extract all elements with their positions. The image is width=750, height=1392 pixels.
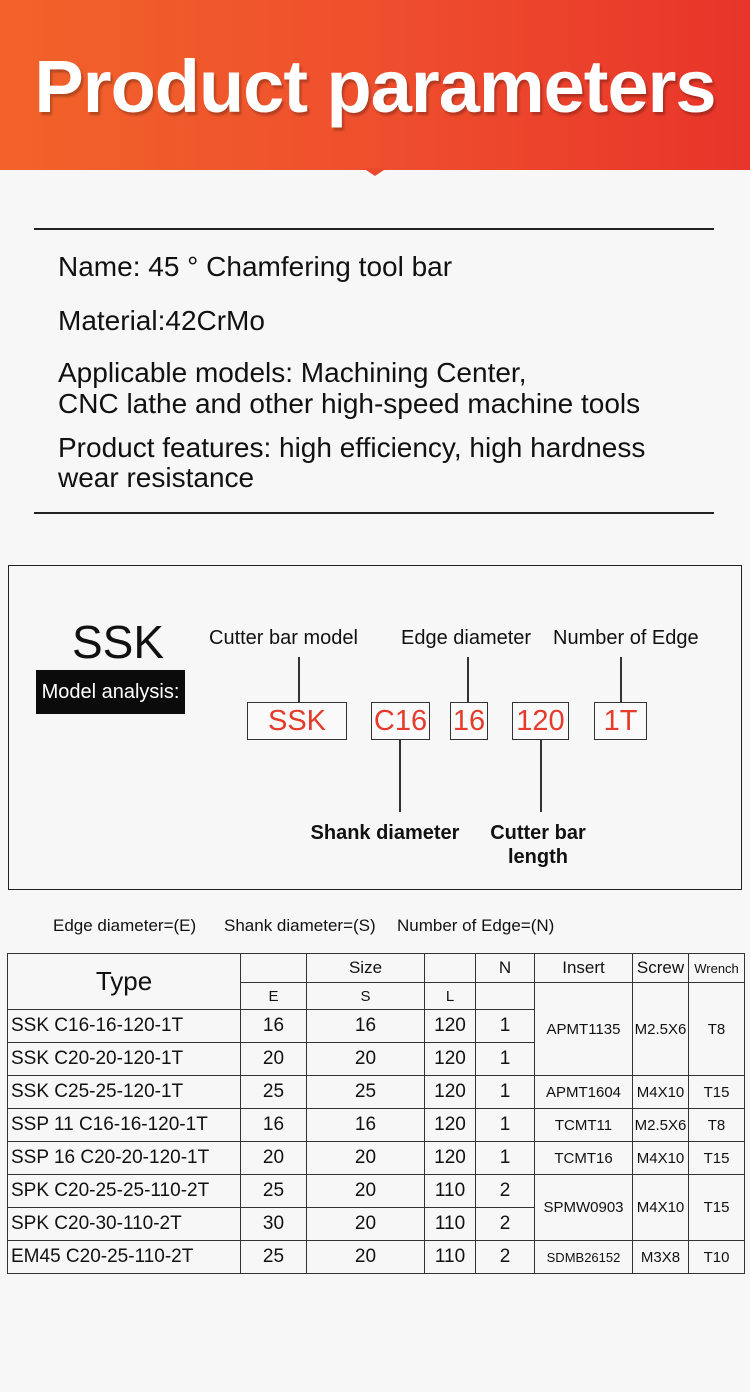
spec-models-line2: CNC lathe and other high-speed machine tools bbox=[58, 388, 641, 419]
cell-type: SSP 11 C16-16-120-1T bbox=[8, 1109, 241, 1142]
cell-e: 20 bbox=[241, 1142, 307, 1175]
header-l: L bbox=[425, 983, 476, 1010]
cell-type: SPK C20-25-25-110-2T bbox=[8, 1175, 241, 1208]
insert-cell: SPMW0903 bbox=[535, 1175, 633, 1241]
table-header-row bbox=[8, 954, 745, 983]
table-row bbox=[8, 1076, 745, 1109]
table-row bbox=[8, 1241, 745, 1274]
cell-l: 110 bbox=[425, 1175, 476, 1208]
wrench-cell: T15 bbox=[689, 1142, 745, 1175]
header-n: N bbox=[476, 954, 535, 983]
wrench-cell: T15 bbox=[689, 1175, 745, 1241]
label-cutter-bar-length-1: Cutter bar bbox=[490, 822, 586, 844]
screw-cell: M4X10 bbox=[633, 1175, 689, 1241]
cell-n: 1 bbox=[476, 1142, 535, 1175]
header-s: S bbox=[307, 983, 425, 1010]
divider-bottom bbox=[34, 512, 714, 514]
screw-cell: M4X10 bbox=[633, 1076, 689, 1109]
wrench-cell: T8 bbox=[689, 1109, 745, 1142]
cell-type: SSK C20-20-120-1T bbox=[8, 1043, 241, 1076]
page-title: Product parameters bbox=[34, 45, 716, 128]
cell-s: 20 bbox=[307, 1175, 425, 1208]
label-edge-diameter: Edge diameter bbox=[401, 627, 532, 649]
connector-shank-diameter bbox=[399, 740, 401, 812]
cell-s: 16 bbox=[307, 1109, 425, 1142]
wrench-cell: T8 bbox=[689, 983, 745, 1076]
cell-type: SSK C25-25-120-1T bbox=[8, 1076, 241, 1109]
cell-e: 20 bbox=[241, 1043, 307, 1076]
wrench-cell: T15 bbox=[689, 1076, 745, 1109]
code-part-edge: 16 bbox=[450, 702, 488, 740]
cell-e: 30 bbox=[241, 1208, 307, 1241]
cell-e: 25 bbox=[241, 1076, 307, 1109]
cell-e: 16 bbox=[241, 1109, 307, 1142]
cell-type: SSK C16-16-120-1T bbox=[8, 1010, 241, 1043]
header-wrench: Wrench bbox=[689, 954, 745, 983]
cell-s: 20 bbox=[307, 1043, 425, 1076]
cell-s: 20 bbox=[307, 1241, 425, 1274]
code-part-length: 120 bbox=[512, 702, 569, 740]
cell-n: 2 bbox=[476, 1175, 535, 1208]
header-size-empty-e bbox=[241, 954, 307, 983]
insert-cell: TCMT11 bbox=[535, 1109, 633, 1142]
cell-n: 1 bbox=[476, 1109, 535, 1142]
cell-n: 2 bbox=[476, 1241, 535, 1274]
connector-edge-diameter bbox=[467, 657, 469, 702]
label-cutter-bar-model: Cutter bar model bbox=[209, 627, 358, 649]
label-number-of-edge: Number of Edge bbox=[553, 627, 699, 649]
cell-l: 120 bbox=[425, 1109, 476, 1142]
header-size-empty-l bbox=[425, 954, 476, 983]
cell-l: 110 bbox=[425, 1208, 476, 1241]
spec-features-line1: Product features: high efficiency, high hardness bbox=[58, 432, 646, 463]
legend-edges: Number of Edge=(N) bbox=[397, 916, 555, 935]
screw-cell: M3X8 bbox=[633, 1241, 689, 1274]
cell-s: 25 bbox=[307, 1076, 425, 1109]
table-row bbox=[8, 1109, 745, 1142]
divider-top bbox=[34, 228, 714, 230]
table-row bbox=[8, 1175, 745, 1208]
series-title: SSK bbox=[72, 616, 165, 668]
model-analysis-label: Model analysis: bbox=[36, 670, 185, 714]
cell-n: 1 bbox=[476, 1043, 535, 1076]
code-part-series: SSK bbox=[247, 702, 347, 740]
screw-cell: M2.5X6 bbox=[633, 1109, 689, 1142]
cell-l: 120 bbox=[425, 1142, 476, 1175]
legend-edge: Edge diameter=(E) bbox=[53, 916, 197, 935]
cell-l: 120 bbox=[425, 1043, 476, 1076]
cell-n: 2 bbox=[476, 1208, 535, 1241]
spec-material: Material:42CrMo bbox=[58, 305, 265, 336]
screw-cell: M4X10 bbox=[633, 1142, 689, 1175]
cell-type: SSP 16 C20-20-120-1T bbox=[8, 1142, 241, 1175]
spec-table bbox=[7, 953, 745, 1274]
header-e: E bbox=[241, 983, 307, 1010]
cell-e: 16 bbox=[241, 1010, 307, 1043]
cell-e: 25 bbox=[241, 1175, 307, 1208]
connector-number-of-edge bbox=[620, 657, 622, 702]
cell-l: 120 bbox=[425, 1010, 476, 1043]
legend-shank: Shank diameter=(S) bbox=[224, 916, 376, 935]
code-part-edges: 1T bbox=[594, 702, 647, 740]
cell-l: 110 bbox=[425, 1241, 476, 1274]
header-n-empty bbox=[476, 983, 535, 1010]
table-row bbox=[8, 1142, 745, 1175]
cell-n: 1 bbox=[476, 1010, 535, 1043]
cell-type: SPK C20-30-110-2T bbox=[8, 1208, 241, 1241]
header-insert: Insert bbox=[535, 954, 633, 983]
wrench-cell: T10 bbox=[689, 1241, 745, 1274]
cell-e: 25 bbox=[241, 1241, 307, 1274]
spec-models-line1: Applicable models: Machining Center, bbox=[58, 357, 527, 388]
connector-cutter-model bbox=[298, 657, 300, 702]
insert-cell: APMT1604 bbox=[535, 1076, 633, 1109]
code-part-shank: C16 bbox=[371, 702, 430, 740]
cell-s: 20 bbox=[307, 1142, 425, 1175]
cell-n: 1 bbox=[476, 1076, 535, 1109]
header-size: Size bbox=[307, 954, 425, 983]
label-shank-diameter: Shank diameter bbox=[310, 822, 460, 844]
cell-s: 16 bbox=[307, 1010, 425, 1043]
screw-cell: M2.5X6 bbox=[633, 983, 689, 1076]
cell-type: EM45 C20-25-110-2T bbox=[8, 1241, 241, 1274]
spec-features-line2: wear resistance bbox=[58, 462, 255, 493]
insert-cell: TCMT16 bbox=[535, 1142, 633, 1175]
header-screw: Screw bbox=[633, 954, 689, 983]
header-type: Type bbox=[8, 954, 241, 1010]
cell-l: 120 bbox=[425, 1076, 476, 1109]
banner-notch bbox=[363, 168, 387, 176]
insert-cell: SDMB26152 bbox=[535, 1241, 633, 1274]
insert-cell: APMT1135 bbox=[535, 983, 633, 1076]
connector-cutter-length bbox=[540, 740, 542, 812]
label-cutter-bar-length-2: length bbox=[508, 846, 568, 868]
spec-name: Name: 45 ° Chamfering tool bar bbox=[58, 251, 453, 282]
cell-s: 20 bbox=[307, 1208, 425, 1241]
